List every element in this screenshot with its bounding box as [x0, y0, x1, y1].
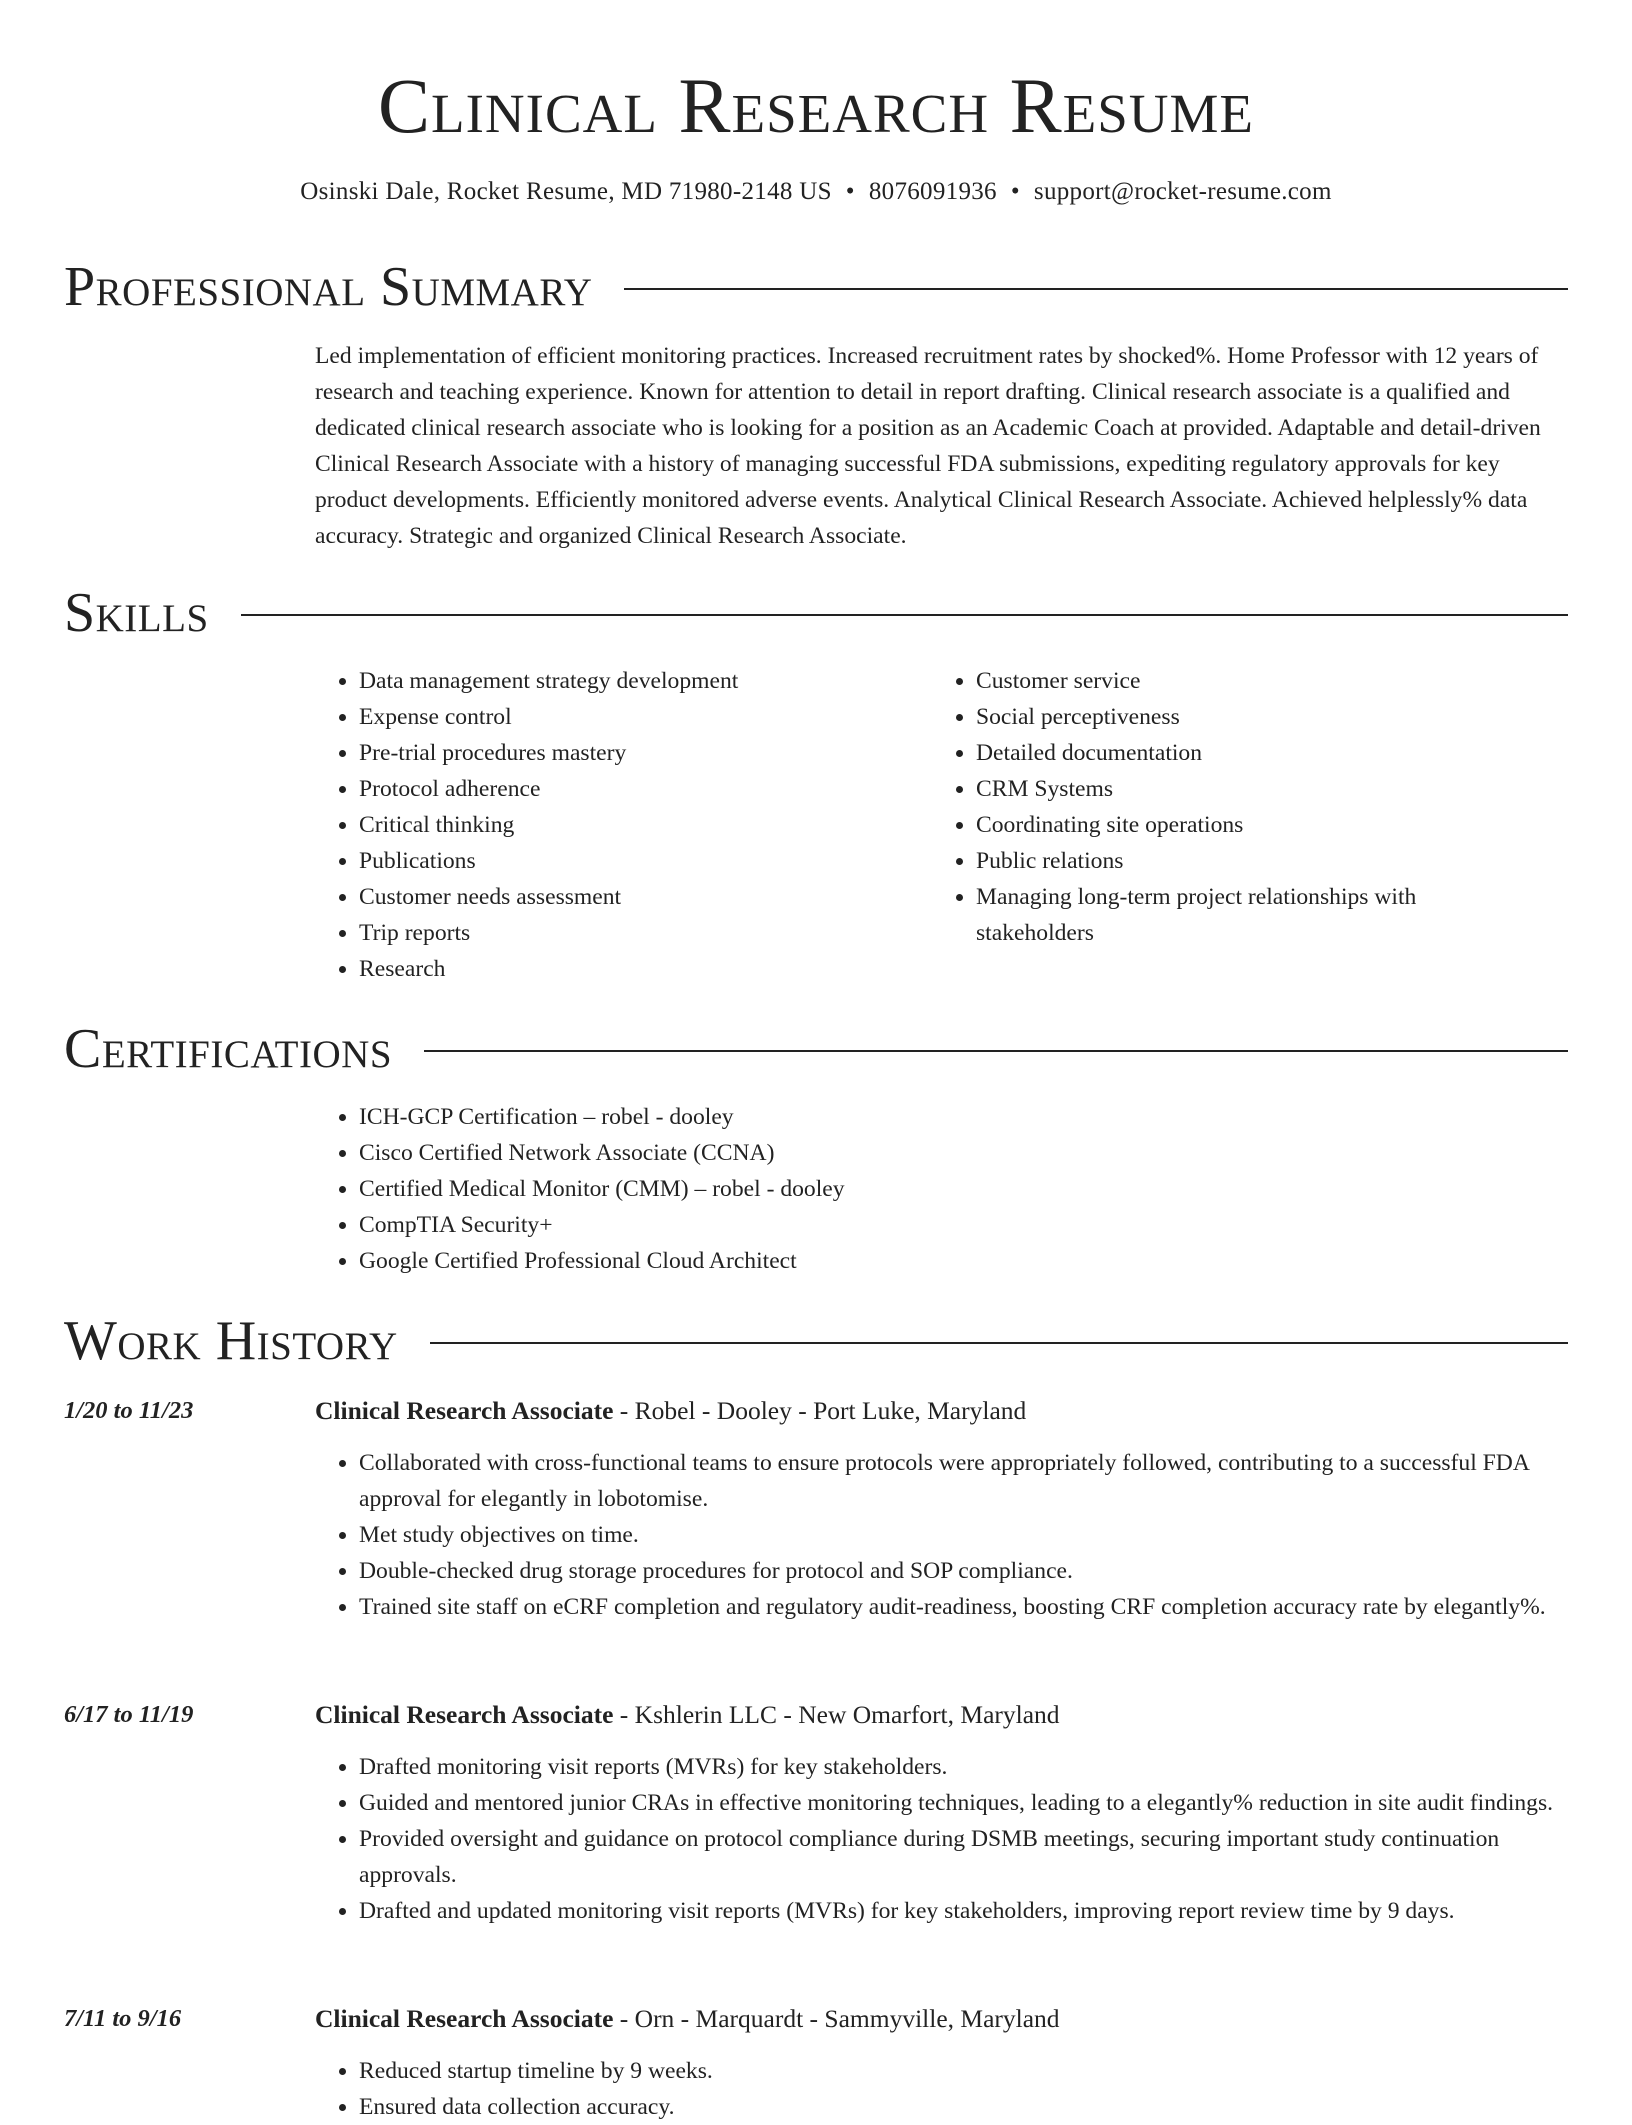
job-duties-list	[315, 1749, 1568, 1929]
skill-item: • Coordinating site operations	[976, 807, 1492, 843]
skill-item: • Social perceptiveness	[976, 699, 1492, 735]
skills-column-right	[932, 663, 1492, 951]
job-heading	[315, 1697, 1060, 1733]
skill-item: • Research	[359, 951, 875, 987]
job-duty-item: • Double-checked drug storage procedures for protocol and SOP compliance.	[359, 1553, 1568, 1589]
summary-text: Led implementation of efficient monitoring practices. Increased recruitment rates by shocked%. Home Professor with 12 years of research and teaching experience. Known for attention to detail in report drafting. Clinical research associate is a qualified and dedicated clinical research associate who is looking for a position as an Academic Coach at provided. Adaptable and detail-driven Clinical Research Associate with a history of managing successful FDA submissions, expediting regulatory approvals for key product developments. Efficiently monitored adverse events. Analytical Clinical Research Associate. Achieved helplessly% data accuracy. Strategic and organized Clinical Research Associate.	[315, 343, 1541, 549]
skill-item: • Trip reports	[359, 915, 875, 951]
section-title-skills: Skills	[64, 582, 209, 644]
skill-item: • Publications	[359, 843, 875, 879]
skill-item: • Customer needs assessment	[359, 879, 875, 915]
certification-item: • CompTIA Security+	[359, 1207, 1515, 1243]
contact-separator: •	[1010, 178, 1020, 205]
section-header-summary	[64, 252, 1568, 322]
contact-phone: 8076091936	[868, 178, 997, 205]
contact-separator: •	[845, 178, 855, 205]
job-duties	[315, 1749, 1568, 1929]
section-title-summary: Professional Summary	[64, 256, 593, 318]
skill-item: • Customer service	[976, 663, 1492, 699]
job-dates: 7/11 to 9/16	[64, 2005, 182, 2032]
skill-item: • Pre-trial procedures mastery	[359, 735, 875, 771]
skill-item: • Public relations	[976, 843, 1492, 879]
job-duty-item: • Reduced startup timeline by 9 weeks.	[359, 2053, 1568, 2089]
job-duty-item: • Met study objectives on time.	[359, 1517, 1568, 1553]
certification-item: • Google Certified Professional Cloud Architect	[359, 1243, 1515, 1279]
job-dates: 1/20 to 11/23	[64, 1397, 194, 1424]
contact-line	[0, 176, 1632, 208]
job-title: Clinical Research Associate	[315, 1396, 614, 1425]
skill-item: • Data management strategy development	[359, 663, 875, 699]
job-duties-list	[315, 2053, 1568, 2125]
certification-item: • ICH-GCP Certification – robel - dooley	[359, 1099, 1515, 1135]
job-company: - Kshlerin LLC - New Omarfort, Maryland	[613, 1700, 1060, 1729]
job-title: Clinical Research Associate	[315, 2004, 614, 2033]
job-duty-item: • Ensured data collection accuracy.	[359, 2089, 1568, 2125]
section-title-work-history: Work History	[64, 1310, 398, 1372]
section-divider	[624, 288, 1568, 290]
section-title-certifications: Certifications	[64, 1018, 393, 1080]
skill-item: • Detailed documentation	[976, 735, 1492, 771]
job-duty-item: • Drafted and updated monitoring visit reports (MVRs) for key stakeholders, improving report review time by 9 days.	[359, 1893, 1568, 1929]
section-divider	[241, 614, 1568, 616]
skill-item: • Critical thinking	[359, 807, 875, 843]
job-heading	[315, 2001, 1060, 2037]
job-duty-item: • Drafted monitoring visit reports (MVRs) for key stakeholders.	[359, 1749, 1568, 1785]
skill-item: • Managing long-term project relationships with stakeholders	[976, 879, 1492, 951]
section-header-skills	[64, 578, 1568, 648]
certifications-list	[315, 1099, 1515, 1279]
skills-list-right	[932, 663, 1492, 951]
section-divider	[424, 1050, 1568, 1052]
job-duties	[315, 2053, 1568, 2125]
certification-item: • Cisco Certified Network Associate (CCNA)	[359, 1135, 1515, 1171]
job-duties	[315, 1445, 1568, 1625]
job-duty-item: • Collaborated with cross-functional teams to ensure protocols were appropriately followed, contributing to a successful FDA approval for elegantly in lobotomise.	[359, 1445, 1568, 1517]
skills-list-left	[315, 663, 875, 987]
job-heading	[315, 1393, 1026, 1429]
job-duty-item: • Trained site staff on eCRF completion and regulatory audit-readiness, boosting CRF completion accuracy rate by elegantly%.	[359, 1589, 1568, 1625]
job-company: - Orn - Marquardt - Sammyville, Maryland	[613, 2004, 1060, 2033]
contact-email: support@rocket-resume.com	[1033, 178, 1332, 205]
section-divider	[430, 1342, 1568, 1344]
certifications-block	[315, 1099, 1515, 1279]
skill-item: • Expense control	[359, 699, 875, 735]
job-duty-item: • Guided and mentored junior CRAs in effective monitoring techniques, leading to a elegantly% reduction in site audit findings.	[359, 1785, 1568, 1821]
job-dates: 6/17 to 11/19	[64, 1701, 194, 1728]
section-header-certifications	[64, 1014, 1568, 1084]
certification-item: • Certified Medical Monitor (CMM) – robel - dooley	[359, 1171, 1515, 1207]
section-header-work-history	[64, 1306, 1568, 1376]
contact-address: Osinski Dale, Rocket Resume, MD 71980-2148 US	[300, 178, 832, 205]
job-company: - Robel - Dooley - Port Luke, Maryland	[613, 1396, 1027, 1425]
skills-column-left	[315, 663, 875, 987]
job-title: Clinical Research Associate	[315, 1700, 614, 1729]
skill-item: • Protocol adherence	[359, 771, 875, 807]
job-duties-list	[315, 1445, 1568, 1625]
resume-title: Clinical Research Resume	[377, 62, 1254, 149]
skill-item: • CRM Systems	[976, 771, 1492, 807]
job-duty-item: • Provided oversight and guidance on protocol compliance during DSMB meetings, securing important study continuation approvals.	[359, 1821, 1568, 1893]
